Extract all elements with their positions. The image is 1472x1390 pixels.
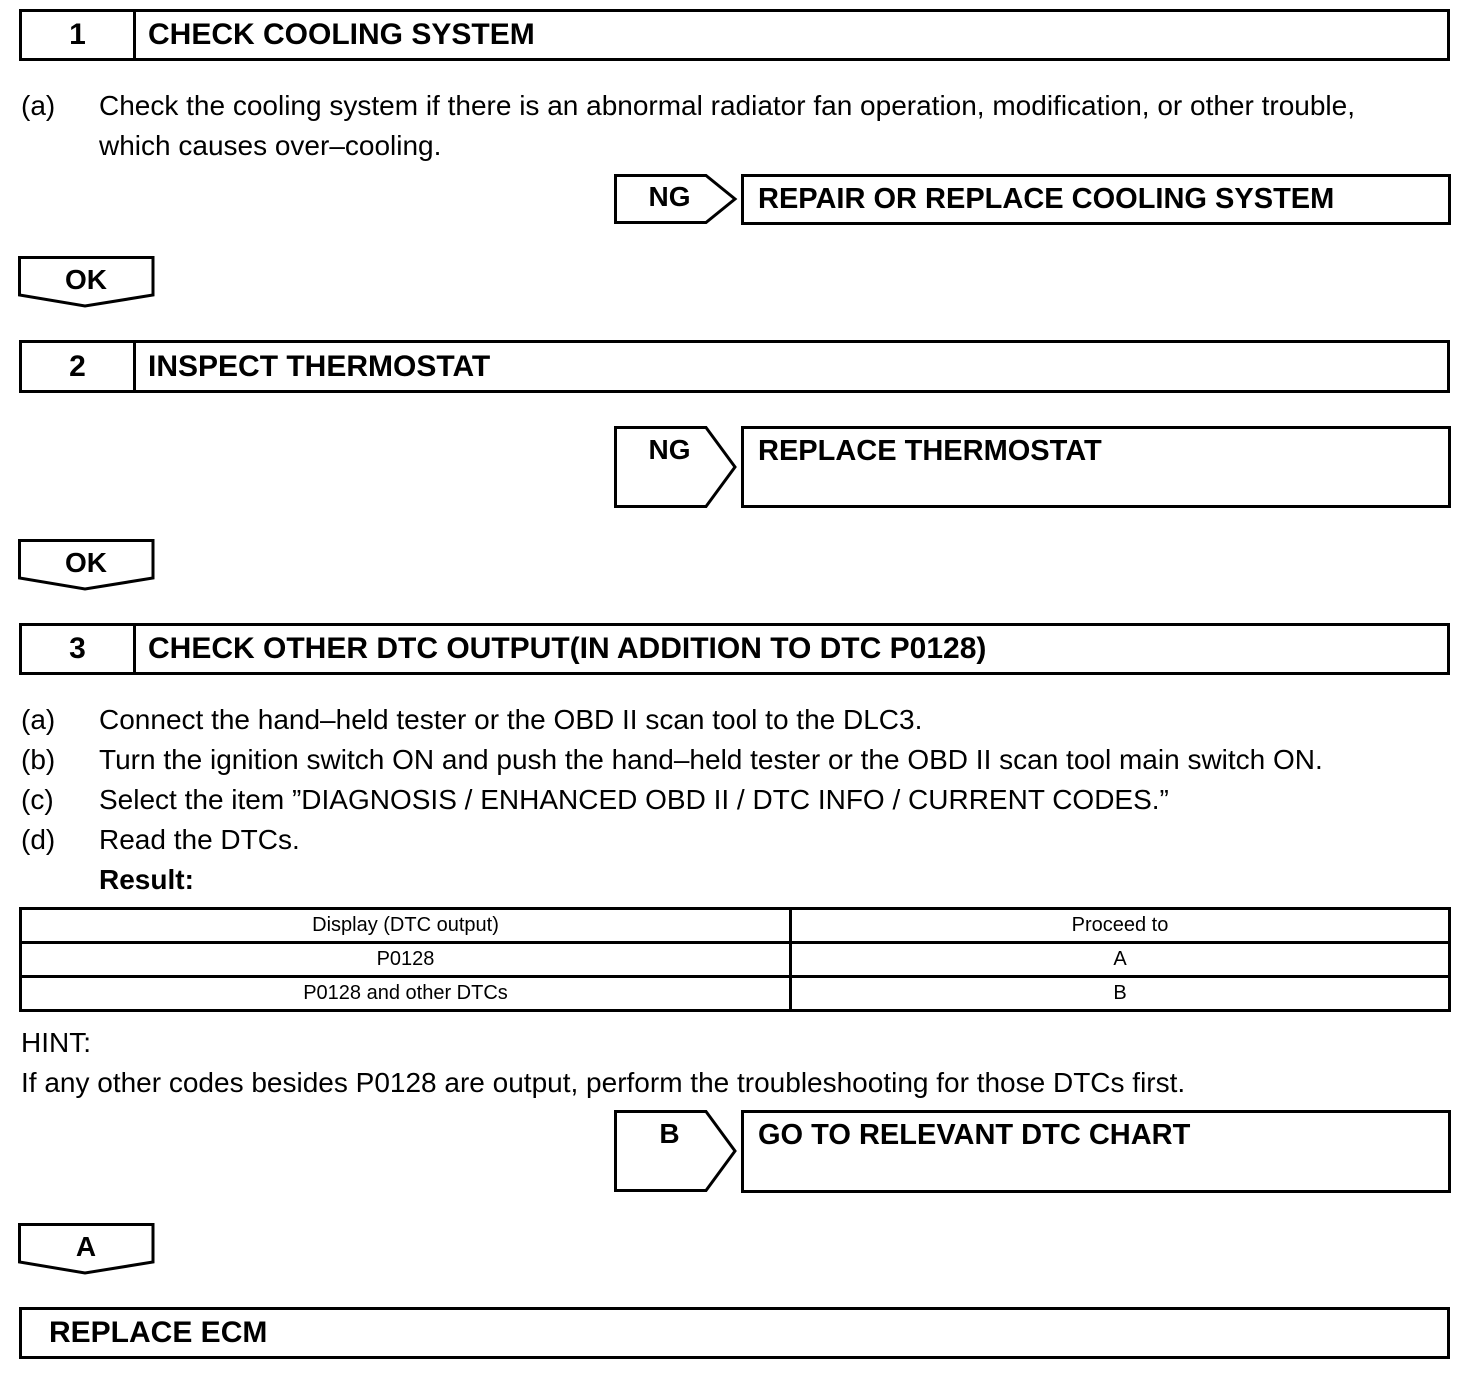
step-3-item-a: [21, 700, 1461, 740]
column-header: Proceed to: [791, 909, 1450, 943]
ng-result-box: REPAIR OR REPLACE COOLING SYSTEM: [741, 174, 1451, 225]
step-number: 2: [22, 343, 136, 390]
ng-result-box: REPLACE THERMOSTAT: [741, 426, 1451, 508]
item-label: (c): [21, 784, 54, 815]
table-row: [21, 977, 1450, 1011]
step-number: 1: [22, 12, 136, 58]
table-header-row: [21, 909, 1450, 943]
item-text-line-1: Check the cooling system if there is an abnormal radiator fan operation, modification, or other trouble,: [99, 90, 1355, 121]
final-action-box: [19, 1307, 1450, 1359]
ok-label: OK: [65, 547, 107, 578]
final-title: REPLACE ECM: [49, 1316, 268, 1349]
b-result-box: GO TO RELEVANT DTC CHART: [741, 1110, 1451, 1193]
step-2-header: [19, 340, 1450, 393]
table-cell: A: [791, 943, 1450, 977]
step-3-header: [19, 623, 1450, 675]
ng-label: NG: [648, 181, 691, 212]
item-text: Select the item ”DIAGNOSIS / ENHANCED OBD II / DTC INFO / CURRENT CODES.”: [99, 784, 1169, 815]
item-label: (d): [21, 824, 56, 855]
item-text: Turn the ignition switch ON and push the hand–held tester or the OBD II scan tool main switch ON.: [99, 744, 1323, 775]
step-1-header: [19, 9, 1450, 61]
hint-label: HINT:: [21, 1027, 91, 1058]
result-heading: Result:: [99, 864, 194, 895]
result-table: [19, 907, 1451, 1012]
hint-text: If any other codes besides P0128 are output, perform the troubleshooting for those DTCs first.: [21, 1067, 1186, 1098]
ng-label: NG: [648, 434, 691, 465]
step-title: INSPECT THERMOSTAT: [148, 349, 491, 383]
a-label: A: [75, 1231, 97, 1262]
step-3-item-b: [21, 740, 1461, 780]
item-label: (a): [21, 704, 56, 735]
item-text: Connect the hand–held tester or the OBD II scan tool to the DLC3.: [99, 704, 923, 735]
step-number: 3: [22, 626, 136, 672]
table-row: [21, 943, 1450, 977]
step-title: CHECK COOLING SYSTEM: [148, 18, 535, 51]
item-text: Read the DTCs.: [99, 824, 300, 855]
step-3-item-d: [21, 820, 1461, 860]
item-label: (a): [21, 90, 56, 121]
step-3-item-c: [21, 780, 1461, 820]
table-cell: B: [791, 977, 1450, 1011]
ok-label: OK: [65, 264, 107, 295]
b-label: B: [659, 1118, 680, 1149]
step-title: CHECK OTHER DTC OUTPUT(IN ADDITION TO DTC P0128): [148, 632, 987, 665]
item-label: (b): [21, 744, 56, 775]
column-header: Display (DTC output): [21, 909, 791, 943]
item-text-line-2: which causes over–cooling.: [99, 130, 442, 161]
table-cell: P0128 and other DTCs: [21, 977, 791, 1011]
table-cell: P0128: [21, 943, 791, 977]
step-1-item-a: [21, 86, 1461, 166]
